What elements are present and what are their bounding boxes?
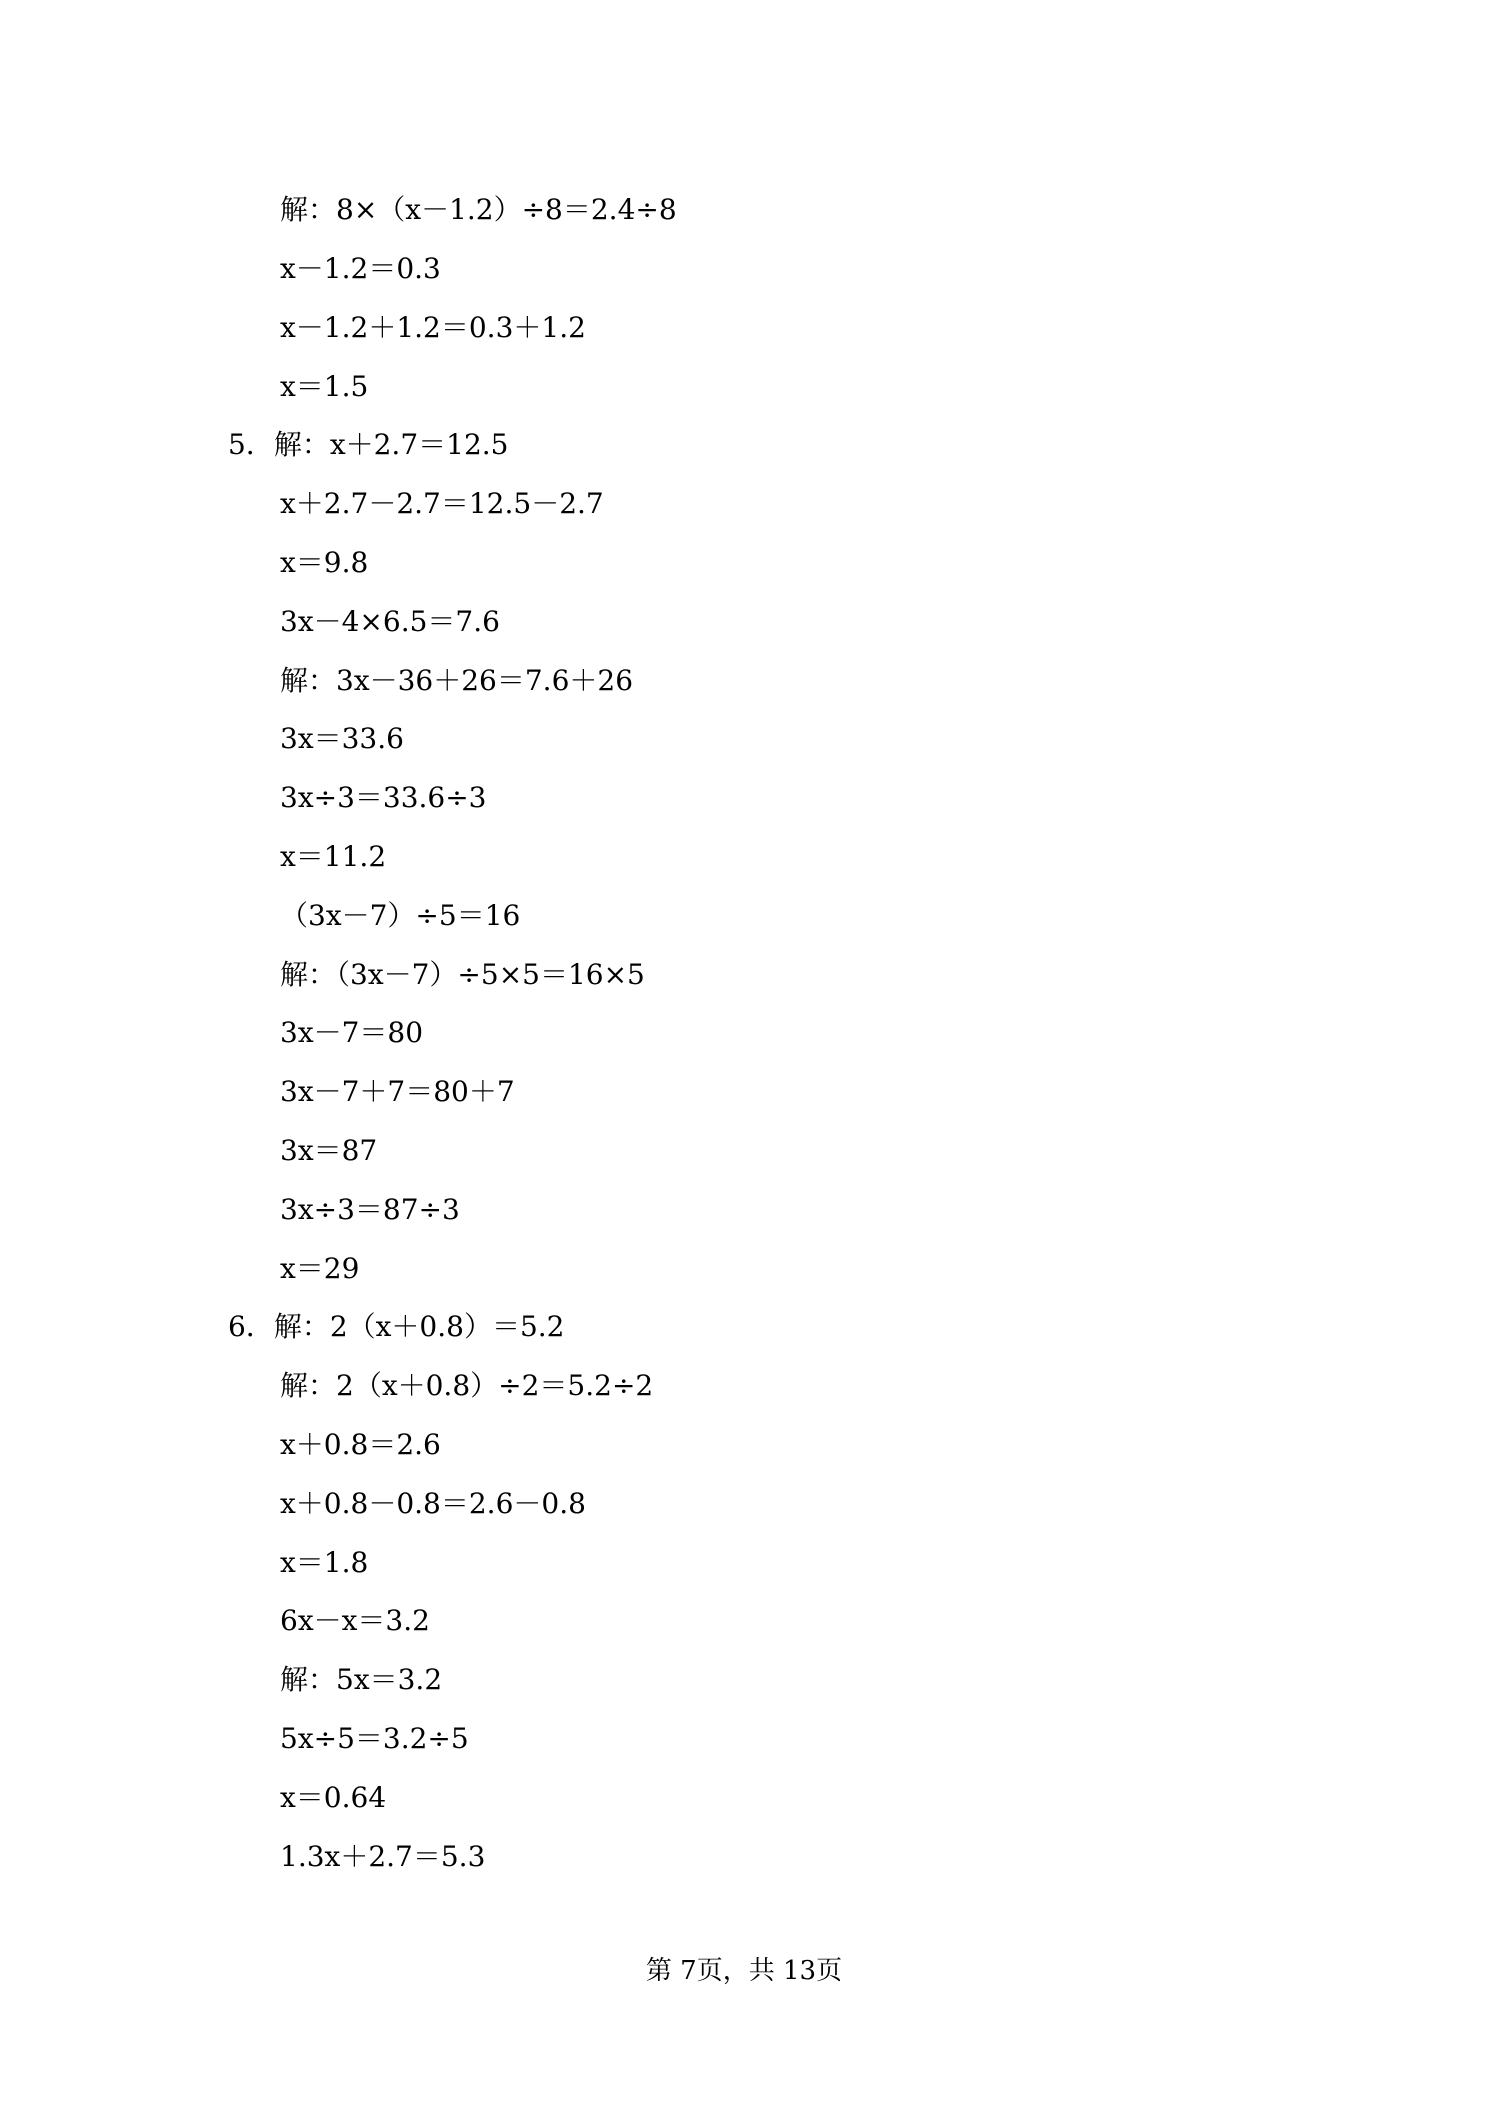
- solution-line: 解：5x＝3.2: [280, 1663, 443, 1696]
- solution-line: x＋2.7－2.7＝12.5－2.7: [280, 487, 604, 520]
- problem-5-heading: 5．解：x＋2.7＝12.5: [228, 428, 509, 461]
- equation-line: 6x－x＝3.2: [280, 1604, 430, 1637]
- solution-line: x＝0.64: [280, 1781, 387, 1814]
- solution-line: 解：3x－36＋26＝7.6＋26: [280, 664, 634, 697]
- solution-line: x＝1.8: [280, 1546, 369, 1579]
- problem-6-heading: 6．解：2（x＋0.8）＝5.2: [228, 1310, 565, 1343]
- solution-line: x＝11.2: [280, 840, 387, 873]
- solution-line: x－1.2＝0.3: [280, 252, 441, 285]
- solution-line: x＋0.8－0.8＝2.6－0.8: [280, 1487, 586, 1520]
- solution-line: 3x＝33.6: [280, 722, 404, 755]
- solution-line: 3x÷3＝87÷3: [280, 1193, 460, 1226]
- page-number-footer: 第 7页，共 13页: [645, 1956, 843, 1986]
- equation-line: 1.3x＋2.7＝5.3: [280, 1840, 486, 1873]
- solution-line: 解：2（x＋0.8）÷2＝5.2÷2: [280, 1369, 654, 1402]
- solution-line: x＝29: [280, 1252, 360, 1285]
- solution-line: 解：8×（x－1.2）÷8＝2.4÷8: [280, 193, 677, 226]
- solution-line: 5x÷5＝3.2÷5: [280, 1722, 469, 1755]
- equation-line: （3x－7）÷5＝16: [280, 899, 521, 932]
- solution-line: x＝9.8: [280, 546, 369, 579]
- solution-line: x＝1.5: [280, 370, 369, 403]
- solution-line: 解：（3x－7）÷5×5＝16×5: [280, 958, 645, 991]
- equation-line: 3x－4×6.5＝7.6: [280, 605, 500, 638]
- solution-line: 3x－7＋7＝80＋7: [280, 1075, 515, 1108]
- solution-line: x＋0.8＝2.6: [280, 1428, 441, 1461]
- solution-line: 3x÷3＝33.6÷3: [280, 781, 487, 814]
- solution-line: 3x＝87: [280, 1134, 378, 1167]
- solution-line: 3x－7＝80: [280, 1016, 424, 1049]
- solution-line: x－1.2＋1.2＝0.3＋1.2: [280, 311, 586, 344]
